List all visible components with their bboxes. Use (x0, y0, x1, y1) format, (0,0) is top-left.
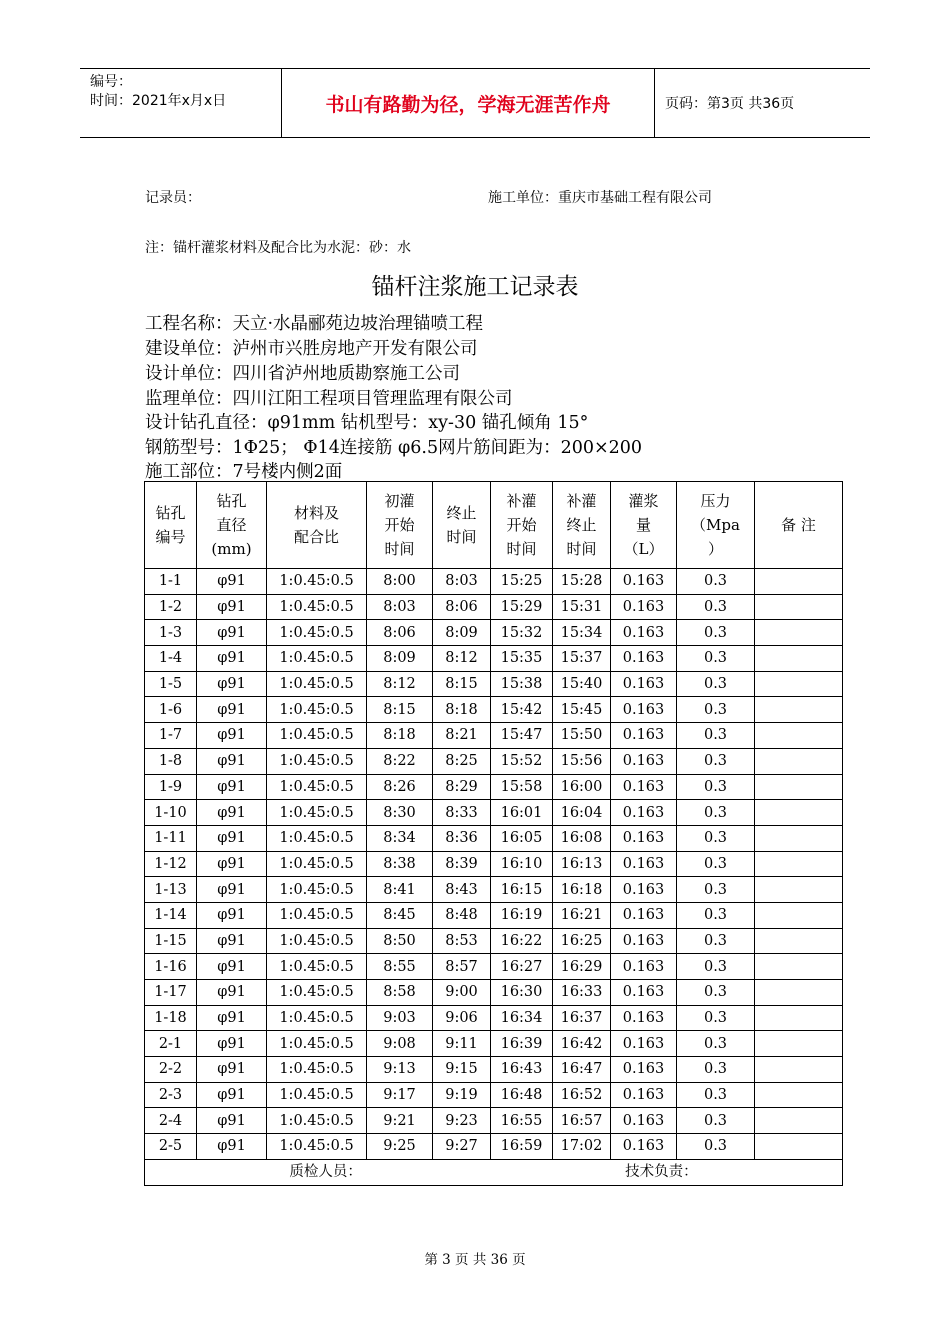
pressure-cell: 0.3 (677, 620, 755, 646)
table-row (145, 980, 843, 1006)
inspector-label: 质检人员： (289, 1163, 362, 1180)
diameter-cell: φ91 (197, 723, 267, 749)
col-refill-start-header: 补灌 开始 时间 (491, 482, 553, 569)
end-time-cell: 8:48 (433, 902, 491, 928)
mix-ratio-cell: 1:0.45:0.5 (267, 1005, 367, 1031)
table-row (145, 877, 843, 903)
volume-cell: 0.163 (611, 671, 677, 697)
table-body (145, 569, 843, 1160)
refill-start-cell: 15:35 (491, 646, 553, 672)
table-row (145, 928, 843, 954)
remarks-cell (755, 1134, 843, 1160)
remarks-cell (755, 877, 843, 903)
table-row (145, 697, 843, 723)
pressure-cell: 0.3 (677, 980, 755, 1006)
volume-cell: 0.163 (611, 1134, 677, 1160)
signature-cell (145, 1159, 843, 1185)
refill-start-cell: 16:30 (491, 980, 553, 1006)
refill-end-cell: 17:02 (553, 1134, 611, 1160)
hole-id-cell: 2-5 (145, 1134, 197, 1160)
volume-cell: 0.163 (611, 1082, 677, 1108)
diameter-cell: φ91 (197, 1057, 267, 1083)
mix-ratio-cell: 1:0.45:0.5 (267, 902, 367, 928)
refill-end-cell: 16:37 (553, 1005, 611, 1031)
hole-id-cell: 1-11 (145, 825, 197, 851)
refill-start-cell: 16:27 (491, 954, 553, 980)
hole-id-cell: 1-6 (145, 697, 197, 723)
col-pressure-header: 压力 （Mpa ） (677, 482, 755, 569)
pressure-cell: 0.3 (677, 697, 755, 723)
remarks-cell (755, 1031, 843, 1057)
hole-id-cell: 1-3 (145, 620, 197, 646)
mix-ratio-cell: 1:0.45:0.5 (267, 928, 367, 954)
page-header (80, 68, 870, 138)
refill-end-cell: 16:21 (553, 902, 611, 928)
hole-id-cell: 1-1 (145, 569, 197, 595)
hole-id-cell: 1-2 (145, 594, 197, 620)
diameter-cell: φ91 (197, 928, 267, 954)
volume-cell: 0.163 (611, 1031, 677, 1057)
refill-end-cell: 15:34 (553, 620, 611, 646)
refill-end-cell: 16:47 (553, 1057, 611, 1083)
hole-id-cell: 1-7 (145, 723, 197, 749)
hole-id-cell: 1-17 (145, 980, 197, 1006)
refill-end-cell: 16:18 (553, 877, 611, 903)
pressure-cell: 0.3 (677, 1134, 755, 1160)
volume-cell: 0.163 (611, 748, 677, 774)
end-time-cell: 8:18 (433, 697, 491, 723)
diameter-cell: φ91 (197, 697, 267, 723)
refill-end-cell: 16:42 (553, 1031, 611, 1057)
pressure-cell: 0.3 (677, 748, 755, 774)
diameter-cell: φ91 (197, 825, 267, 851)
pressure-cell: 0.3 (677, 594, 755, 620)
volume-cell: 0.163 (611, 877, 677, 903)
end-time-cell: 8:15 (433, 671, 491, 697)
refill-start-cell: 15:47 (491, 723, 553, 749)
end-time-cell: 9:11 (433, 1031, 491, 1057)
volume-cell: 0.163 (611, 1005, 677, 1031)
diameter-cell: φ91 (197, 800, 267, 826)
initial-start-cell: 8:03 (367, 594, 433, 620)
pressure-cell: 0.3 (677, 825, 755, 851)
initial-start-cell: 8:22 (367, 748, 433, 774)
mix-ratio-cell: 1:0.45:0.5 (267, 723, 367, 749)
pressure-cell: 0.3 (677, 1057, 755, 1083)
refill-start-cell: 16:05 (491, 825, 553, 851)
remarks-cell (755, 646, 843, 672)
rebar-spec: 钢筋型号：1Φ25； Φ14连接筋 φ6.5网片筋间距为：200×200 (145, 438, 643, 458)
col-hole-id-header: 钻孔 编号 (145, 482, 197, 569)
pressure-cell: 0.3 (677, 1031, 755, 1057)
hole-id-cell: 1-4 (145, 646, 197, 672)
initial-start-cell: 8:38 (367, 851, 433, 877)
number-label: 编号： (90, 74, 132, 90)
end-time-cell: 9:27 (433, 1134, 491, 1160)
tech-lead-label: 技术负责： (625, 1163, 698, 1180)
col-remarks-header: 备 注 (755, 482, 843, 569)
col-end-time-header: 终止 时间 (433, 482, 491, 569)
pressure-cell: 0.3 (677, 1005, 755, 1031)
hole-id-cell: 1-18 (145, 1005, 197, 1031)
diameter-cell: φ91 (197, 1005, 267, 1031)
mix-ratio-cell: 1:0.45:0.5 (267, 671, 367, 697)
remarks-cell (755, 774, 843, 800)
col-initial-start-header: 初灌 开始 时间 (367, 482, 433, 569)
end-time-cell: 8:03 (433, 569, 491, 595)
project-name: 工程名称：天立·水晶郦苑边坡治理锚喷工程 (145, 314, 484, 334)
remarks-cell (755, 800, 843, 826)
initial-start-cell: 8:45 (367, 902, 433, 928)
recorder-label: 记录员： (145, 190, 201, 206)
diameter-cell: φ91 (197, 877, 267, 903)
remarks-cell (755, 748, 843, 774)
refill-start-cell: 15:25 (491, 569, 553, 595)
initial-start-cell: 8:58 (367, 980, 433, 1006)
remarks-cell (755, 825, 843, 851)
refill-end-cell: 16:29 (553, 954, 611, 980)
initial-start-cell: 8:15 (367, 697, 433, 723)
diameter-cell: φ91 (197, 774, 267, 800)
diameter-cell: φ91 (197, 1082, 267, 1108)
initial-start-cell: 9:21 (367, 1108, 433, 1134)
remarks-cell (755, 671, 843, 697)
remarks-cell (755, 697, 843, 723)
hole-id-cell: 2-2 (145, 1057, 197, 1083)
hole-id-cell: 1-8 (145, 748, 197, 774)
initial-start-cell: 8:09 (367, 646, 433, 672)
header-meta (80, 69, 282, 137)
col-volume-header: 灌浆 量 （L） (611, 482, 677, 569)
volume-cell: 0.163 (611, 902, 677, 928)
end-time-cell: 8:06 (433, 594, 491, 620)
mix-ratio-cell: 1:0.45:0.5 (267, 954, 367, 980)
diameter-cell: φ91 (197, 671, 267, 697)
initial-start-cell: 8:26 (367, 774, 433, 800)
volume-cell: 0.163 (611, 980, 677, 1006)
refill-start-cell: 16:48 (491, 1082, 553, 1108)
remarks-cell (755, 1005, 843, 1031)
refill-end-cell: 15:50 (553, 723, 611, 749)
end-time-cell: 9:15 (433, 1057, 491, 1083)
pressure-cell: 0.3 (677, 928, 755, 954)
table-row (145, 569, 843, 595)
supervision-unit: 监理单位：四川江阳工程项目管理监理有限公司 (145, 389, 513, 409)
pressure-cell: 0.3 (677, 646, 755, 672)
pressure-cell: 0.3 (677, 851, 755, 877)
refill-start-cell: 16:43 (491, 1057, 553, 1083)
header-motto: 书山有路勤为径，学海无涯苦作舟 (282, 69, 655, 137)
volume-cell: 0.163 (611, 954, 677, 980)
table-row (145, 1108, 843, 1134)
pressure-cell: 0.3 (677, 723, 755, 749)
diameter-cell: φ91 (197, 748, 267, 774)
remarks-cell (755, 1057, 843, 1083)
pressure-cell: 0.3 (677, 569, 755, 595)
initial-start-cell: 9:25 (367, 1134, 433, 1160)
end-time-cell: 9:00 (433, 980, 491, 1006)
remarks-cell (755, 594, 843, 620)
col-diameter-header: 钻孔 直径 (mm) (197, 482, 267, 569)
mix-ratio-cell: 1:0.45:0.5 (267, 1082, 367, 1108)
diameter-cell: φ91 (197, 1031, 267, 1057)
hole-id-cell: 1-16 (145, 954, 197, 980)
refill-end-cell: 16:04 (553, 800, 611, 826)
refill-start-cell: 16:59 (491, 1134, 553, 1160)
initial-start-cell: 8:06 (367, 620, 433, 646)
table-row (145, 748, 843, 774)
drill-spec: 设计钻孔直径：φ91mm 钻机型号：xy-30 锚孔倾角 15° (145, 413, 589, 433)
end-time-cell: 8:43 (433, 877, 491, 903)
diameter-cell: φ91 (197, 569, 267, 595)
pressure-cell: 0.3 (677, 877, 755, 903)
mix-ratio-cell: 1:0.45:0.5 (267, 980, 367, 1006)
initial-start-cell: 8:18 (367, 723, 433, 749)
refill-start-cell: 16:10 (491, 851, 553, 877)
grout-note: 注：锚杆灌浆材料及配合比为水泥：砂：水 (145, 240, 411, 256)
diameter-cell: φ91 (197, 980, 267, 1006)
mix-ratio-cell: 1:0.45:0.5 (267, 1134, 367, 1160)
end-time-cell: 8:57 (433, 954, 491, 980)
initial-start-cell: 9:03 (367, 1005, 433, 1031)
volume-cell: 0.163 (611, 800, 677, 826)
grouting-record-table (144, 481, 843, 1186)
hole-id-cell: 1-5 (145, 671, 197, 697)
table-row (145, 1031, 843, 1057)
initial-start-cell: 8:41 (367, 877, 433, 903)
volume-cell: 0.163 (611, 646, 677, 672)
refill-start-cell: 15:32 (491, 620, 553, 646)
mix-ratio-cell: 1:0.45:0.5 (267, 697, 367, 723)
remarks-cell (755, 1082, 843, 1108)
diameter-cell: φ91 (197, 1134, 267, 1160)
refill-start-cell: 15:38 (491, 671, 553, 697)
initial-start-cell: 8:55 (367, 954, 433, 980)
refill-end-cell: 15:40 (553, 671, 611, 697)
refill-end-cell: 16:33 (553, 980, 611, 1006)
mix-ratio-cell: 1:0.45:0.5 (267, 646, 367, 672)
table-header-row (145, 482, 843, 569)
initial-start-cell: 8:50 (367, 928, 433, 954)
volume-cell: 0.163 (611, 1057, 677, 1083)
pressure-cell: 0.3 (677, 1108, 755, 1134)
refill-start-cell: 16:19 (491, 902, 553, 928)
pressure-cell: 0.3 (677, 1082, 755, 1108)
pressure-cell: 0.3 (677, 800, 755, 826)
initial-start-cell: 8:34 (367, 825, 433, 851)
refill-end-cell: 16:13 (553, 851, 611, 877)
end-time-cell: 8:09 (433, 620, 491, 646)
table-row (145, 774, 843, 800)
end-time-cell: 8:53 (433, 928, 491, 954)
diameter-cell: φ91 (197, 902, 267, 928)
volume-cell: 0.163 (611, 774, 677, 800)
table-row (145, 851, 843, 877)
mix-ratio-cell: 1:0.45:0.5 (267, 569, 367, 595)
diameter-cell: φ91 (197, 954, 267, 980)
hole-id-cell: 2-1 (145, 1031, 197, 1057)
refill-start-cell: 16:39 (491, 1031, 553, 1057)
refill-start-cell: 15:52 (491, 748, 553, 774)
volume-cell: 0.163 (611, 1108, 677, 1134)
header-page-info: 页码：第3页 共36页 (665, 96, 795, 112)
hole-id-cell: 2-3 (145, 1082, 197, 1108)
pressure-cell: 0.3 (677, 774, 755, 800)
diameter-cell: φ91 (197, 851, 267, 877)
end-time-cell: 8:12 (433, 646, 491, 672)
volume-cell: 0.163 (611, 723, 677, 749)
initial-start-cell: 9:17 (367, 1082, 433, 1108)
hole-id-cell: 1-12 (145, 851, 197, 877)
end-time-cell: 8:39 (433, 851, 491, 877)
client-unit: 建设单位：泸州市兴胜房地产开发有限公司 (145, 339, 478, 359)
mix-ratio-cell: 1:0.45:0.5 (267, 877, 367, 903)
refill-start-cell: 16:15 (491, 877, 553, 903)
end-time-cell: 8:25 (433, 748, 491, 774)
col-mix-header: 材料及 配合比 (267, 482, 367, 569)
design-unit: 设计单位：四川省泸州地质勘察施工公司 (145, 364, 460, 384)
volume-cell: 0.163 (611, 569, 677, 595)
refill-end-cell: 16:00 (553, 774, 611, 800)
diameter-cell: φ91 (197, 594, 267, 620)
refill-end-cell: 15:56 (553, 748, 611, 774)
pressure-cell: 0.3 (677, 902, 755, 928)
initial-start-cell: 8:12 (367, 671, 433, 697)
end-time-cell: 9:19 (433, 1082, 491, 1108)
hole-id-cell: 1-13 (145, 877, 197, 903)
diameter-cell: φ91 (197, 1108, 267, 1134)
construction-location: 施工部位：7号楼内侧2面 (145, 462, 343, 482)
remarks-cell (755, 569, 843, 595)
hole-id-cell: 1-9 (145, 774, 197, 800)
hole-id-cell: 2-4 (145, 1108, 197, 1134)
end-time-cell: 8:36 (433, 825, 491, 851)
table-row (145, 1134, 843, 1160)
refill-end-cell: 15:31 (553, 594, 611, 620)
remarks-cell (755, 1108, 843, 1134)
mix-ratio-cell: 1:0.45:0.5 (267, 1057, 367, 1083)
diameter-cell: φ91 (197, 620, 267, 646)
refill-end-cell: 16:25 (553, 928, 611, 954)
volume-cell: 0.163 (611, 620, 677, 646)
initial-start-cell: 8:00 (367, 569, 433, 595)
end-time-cell: 8:33 (433, 800, 491, 826)
refill-end-cell: 16:57 (553, 1108, 611, 1134)
volume-cell: 0.163 (611, 594, 677, 620)
refill-end-cell: 15:45 (553, 697, 611, 723)
remarks-cell (755, 954, 843, 980)
signature-row (145, 1159, 843, 1185)
hole-id-cell: 1-14 (145, 902, 197, 928)
remarks-cell (755, 902, 843, 928)
initial-start-cell: 9:08 (367, 1031, 433, 1057)
remarks-cell (755, 980, 843, 1006)
remarks-cell (755, 620, 843, 646)
refill-end-cell: 15:28 (553, 569, 611, 595)
volume-cell: 0.163 (611, 825, 677, 851)
volume-cell: 0.163 (611, 697, 677, 723)
mix-ratio-cell: 1:0.45:0.5 (267, 748, 367, 774)
remarks-cell (755, 851, 843, 877)
refill-end-cell: 16:08 (553, 825, 611, 851)
date-label: 时间：2021年x月x日 (90, 93, 227, 109)
page-footer: 第 3 页 共 36 页 (424, 1252, 526, 1268)
mix-ratio-cell: 1:0.45:0.5 (267, 1031, 367, 1057)
hole-id-cell: 1-15 (145, 928, 197, 954)
hole-id-cell: 1-10 (145, 800, 197, 826)
refill-start-cell: 15:42 (491, 697, 553, 723)
volume-cell: 0.163 (611, 851, 677, 877)
mix-ratio-cell: 1:0.45:0.5 (267, 825, 367, 851)
table-row (145, 1005, 843, 1031)
refill-start-cell: 15:29 (491, 594, 553, 620)
refill-start-cell: 16:01 (491, 800, 553, 826)
table-row (145, 954, 843, 980)
construction-unit: 施工单位：重庆市基础工程有限公司 (488, 190, 712, 206)
refill-start-cell: 16:22 (491, 928, 553, 954)
table-row (145, 646, 843, 672)
table-row (145, 594, 843, 620)
table-row (145, 1082, 843, 1108)
table-row (145, 723, 843, 749)
mix-ratio-cell: 1:0.45:0.5 (267, 800, 367, 826)
table-row (145, 902, 843, 928)
volume-cell: 0.163 (611, 928, 677, 954)
remarks-cell (755, 928, 843, 954)
table-row (145, 671, 843, 697)
end-time-cell: 9:23 (433, 1108, 491, 1134)
end-time-cell: 8:21 (433, 723, 491, 749)
col-refill-end-header: 补灌 终止 时间 (553, 482, 611, 569)
table-row (145, 800, 843, 826)
mix-ratio-cell: 1:0.45:0.5 (267, 620, 367, 646)
initial-start-cell: 9:13 (367, 1057, 433, 1083)
table-row (145, 1057, 843, 1083)
initial-start-cell: 8:30 (367, 800, 433, 826)
mix-ratio-cell: 1:0.45:0.5 (267, 851, 367, 877)
diameter-cell: φ91 (197, 646, 267, 672)
document-title: 锚杆注浆施工记录表 (371, 274, 579, 300)
refill-end-cell: 16:52 (553, 1082, 611, 1108)
end-time-cell: 8:29 (433, 774, 491, 800)
remarks-cell (755, 723, 843, 749)
table-row (145, 825, 843, 851)
pressure-cell: 0.3 (677, 671, 755, 697)
mix-ratio-cell: 1:0.45:0.5 (267, 774, 367, 800)
refill-start-cell: 16:34 (491, 1005, 553, 1031)
refill-start-cell: 15:58 (491, 774, 553, 800)
mix-ratio-cell: 1:0.45:0.5 (267, 1108, 367, 1134)
pressure-cell: 0.3 (677, 954, 755, 980)
table-row (145, 620, 843, 646)
refill-start-cell: 16:55 (491, 1108, 553, 1134)
mix-ratio-cell: 1:0.45:0.5 (267, 594, 367, 620)
end-time-cell: 9:06 (433, 1005, 491, 1031)
refill-end-cell: 15:37 (553, 646, 611, 672)
